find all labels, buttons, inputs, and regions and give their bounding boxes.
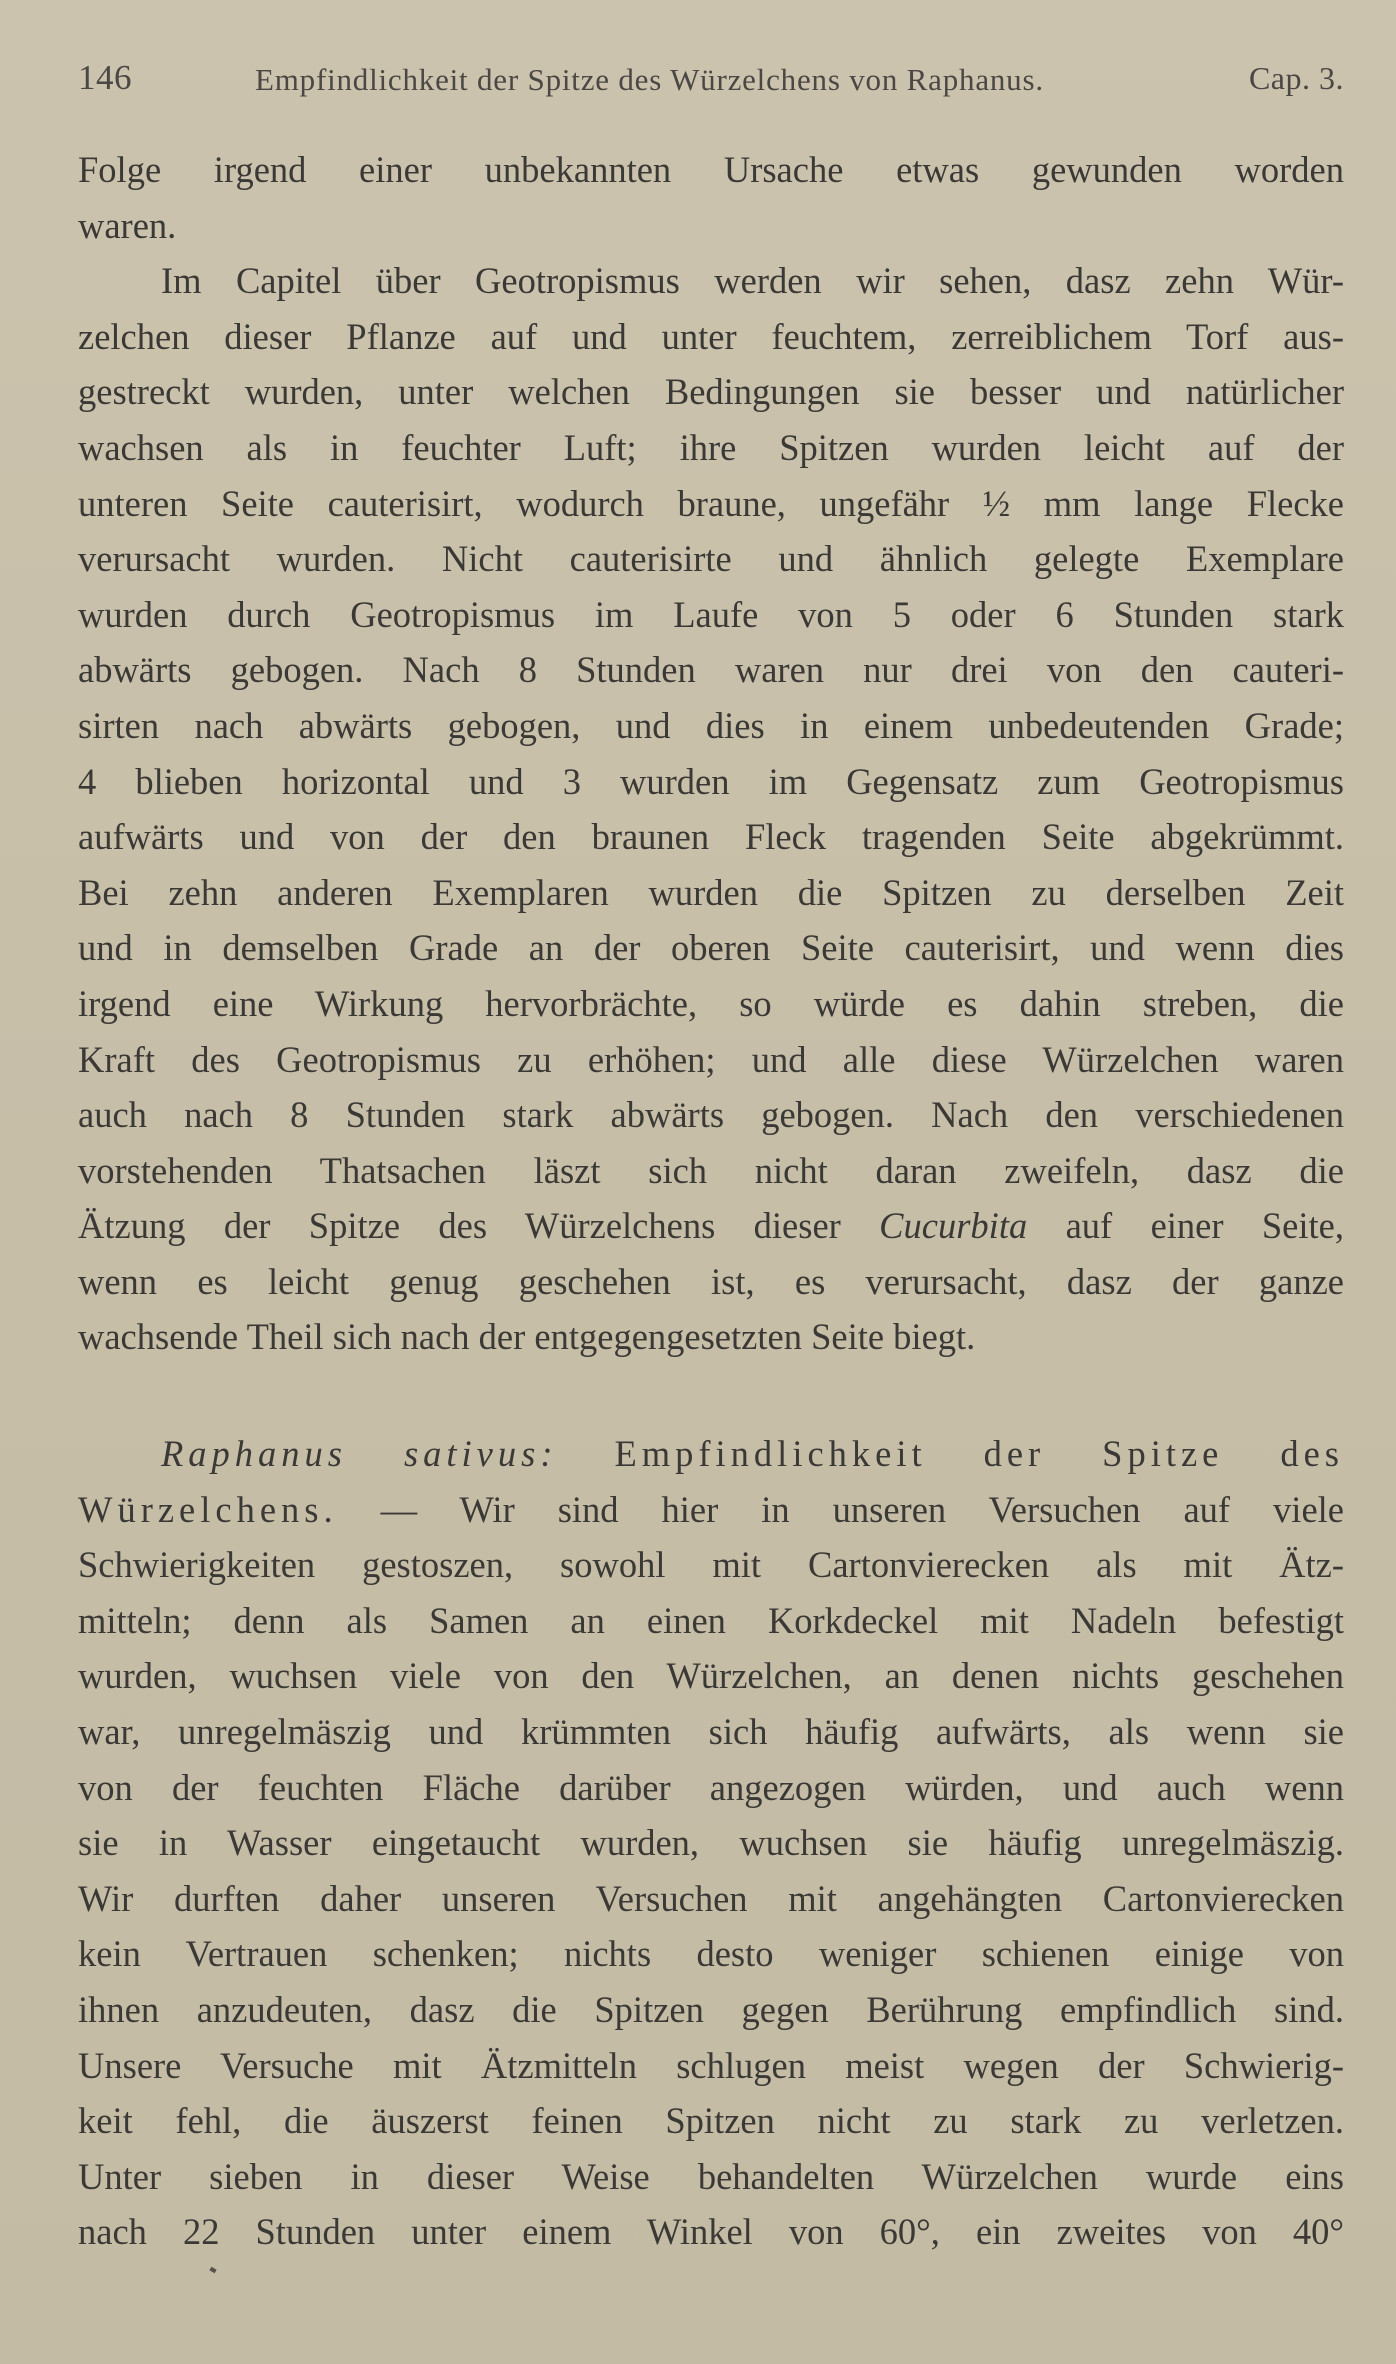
text-line: auch nach 8 Stunden stark abwärts gebogen. Nach den verschiedenen	[78, 1094, 1344, 1136]
text-line-cucurbita	[78, 1198, 1344, 1254]
text-line: Folge irgend einer unbekannten Ursache etwas gewunden worden	[78, 149, 1344, 190]
text-line: ihnen anzudeuten, dasz die Spitzen gegen Berührung empfindlich sind.	[78, 1988, 1344, 2030]
text-line: Wir durften daher unseren Versuchen mit angehängten Cartonvierecken	[78, 1877, 1344, 1919]
paragraph-raphanus	[78, 1426, 1344, 2260]
text-line: gestreckt wurden, unter welchen Bedingungen sie besser und natürlicher	[78, 371, 1344, 413]
text-line: vorstehenden Thatsachen läszt sich nicht daran zweifeln, dasz die	[78, 1149, 1344, 1191]
text-line: Schwierigkeiten gestoszen, sowohl mit Cartonvierecken als mit Ätz-	[78, 1544, 1344, 1586]
text-line: waren.	[78, 204, 177, 246]
ink-speck	[209, 2267, 216, 2273]
chapter-label: Cap. 3.	[1248, 60, 1344, 96]
text-line: 4 blieben horizontal und 3 wurden im Gegensatz zum Geotropismus	[78, 760, 1344, 802]
text-line: kein Vertrauen schenken; nichts desto weniger schienen einige von	[78, 1933, 1344, 1975]
text-line: Bei zehn anderen Exemplaren wurden die Spitzen zu derselben Zeit	[78, 871, 1344, 913]
text-line: sirten nach abwärts gebogen, und dies in einem unbedeutenden Grade;	[78, 704, 1344, 746]
text-line: wurden durch Geotropismus im Laufe von 5 oder 6 Stunden stark	[78, 593, 1344, 635]
text-line: sie in Wasser eingetaucht wurden, wuchsen sie häufig unregelmäszig.	[78, 1822, 1344, 1864]
text-line: verursacht wurden. Nicht cauterisirte und ähnlich gelegte Exemplare	[78, 538, 1344, 580]
species-name-italic: Cucurbita	[879, 1205, 1028, 1247]
text-line: zelchen dieser Pflanze auf und unter feuchtem, zerreiblichem Torf aus-	[78, 315, 1344, 357]
text-line: Im Capitel über Geotropismus werden wir sehen, dasz zehn Wür-	[161, 260, 1344, 302]
text-line: wenn es leicht genug geschehen ist, es verursacht, dasz der ganze	[78, 1260, 1344, 1302]
text-line: wachsende Theil sich nach der entgegengesetzten Seite biegt.	[78, 1316, 976, 1358]
text-line	[78, 1482, 1344, 1538]
text-line: von der feuchten Fläche darüber angezogen würden, und auch wenn	[78, 1766, 1344, 1808]
text-line: und in demselben Grade an der oberen Seite cauterisirt, und wenn dies	[78, 927, 1344, 969]
text-line: war, unregelmäszig und krümmten sich häufig aufwärts, als wenn sie	[78, 1710, 1344, 1752]
text-line: unteren Seite cauterisirt, wodurch braune, ungefähr ½ mm lange Flecke	[78, 482, 1344, 524]
text-line: Kraft des Geotropismus zu erhöhen; und alle diese Würzelchen waren	[78, 1038, 1344, 1080]
text-line: wurden, wuchsen viele von den Würzelchen, an denen nichts geschehen	[78, 1655, 1344, 1697]
page-number: 146	[78, 58, 132, 97]
text-line: Unsere Versuche mit Ätzmitteln schlugen meist wegen der Schwierig-	[78, 2044, 1344, 2086]
text-line: mitteln; denn als Samen an einen Korkdeckel mit Nadeln befestigt	[78, 1599, 1344, 1641]
text-line: irgend eine Wirkung hervorbrächte, so würde es dahin streben, die	[78, 982, 1344, 1024]
text-line: aufwärts und von der den braunen Fleck tragenden Seite abgekrümmt.	[78, 816, 1344, 858]
text-run: Ätzung der Spitze des Würzelchens dieser	[78, 1205, 880, 1247]
section-heading-species: Raphanus sativus:	[161, 1433, 558, 1474]
section-heading-title: Empfindlichkeit der Spitze des	[557, 1433, 1344, 1474]
section-heading-line	[78, 1426, 1344, 1482]
section-heading-title-end: Würzelchens.	[78, 1488, 338, 1530]
text-run: auf einer Seite,	[1027, 1205, 1344, 1247]
paragraph-cucurbita	[78, 142, 1344, 1365]
text-line: nach 22 Stunden unter einem Winkel von 60°, ein zweites von 40°	[78, 2211, 1344, 2253]
running-title: Empfindlichkeit der Spitze des Würzelchens von Raphanus.	[255, 62, 1044, 97]
text-line: keit fehl, die äuszerst feinen Spitzen nicht zu stark zu verletzen.	[78, 2100, 1344, 2142]
text-line: abwärts gebogen. Nach 8 Stunden waren nur drei von den cauteri-	[78, 649, 1344, 691]
text-line: Unter sieben in dieser Weise behandelten Würzelchen wurde eins	[78, 2155, 1344, 2197]
running-header	[78, 58, 1344, 108]
text-run: — Wir sind hier in unseren Versuchen auf viele	[337, 1488, 1344, 1530]
text-line: wachsen als in feuchter Luft; ihre Spitzen wurden leicht auf der	[78, 426, 1344, 468]
